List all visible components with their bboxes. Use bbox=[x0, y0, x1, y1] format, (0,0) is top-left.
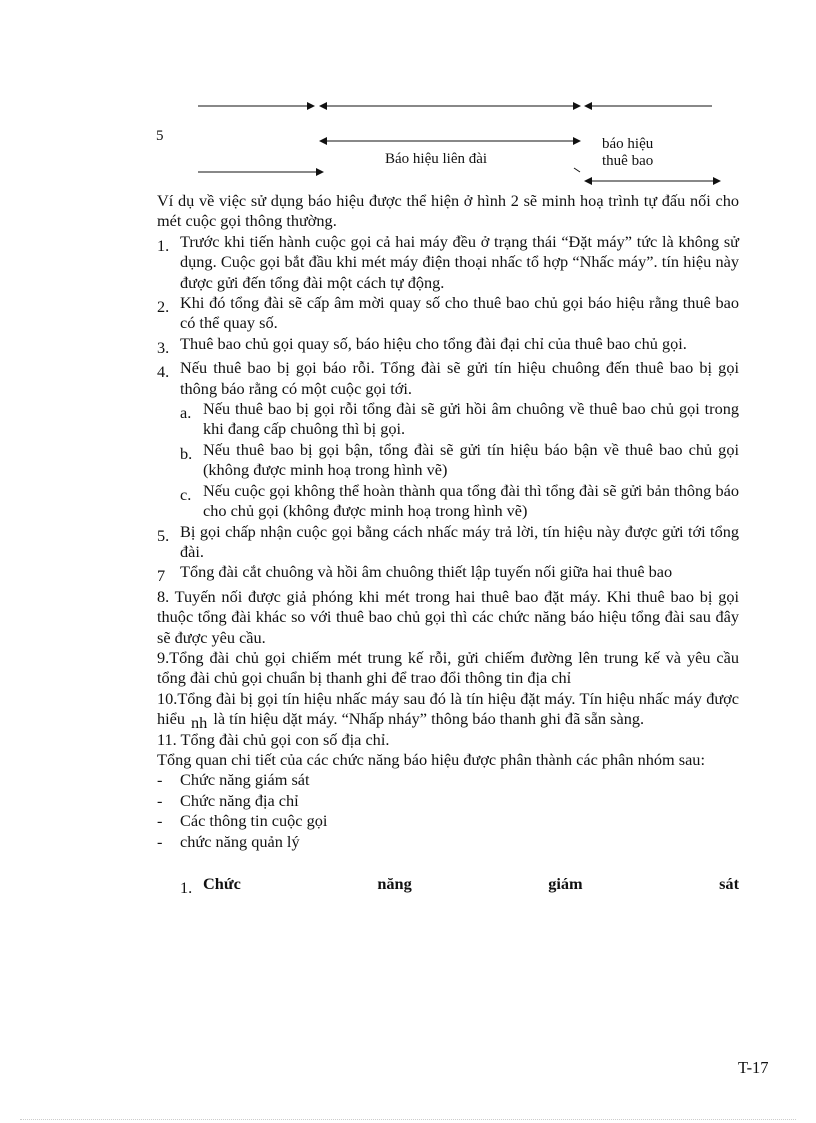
paragraph-9: 9.Tổng đài chủ gọi chiếm mét trung kế rỗi, gửi chiếm đường lên trung kế và yêu cầu tổng đài chủ gọi chuẩn bị thanh ghi để trao đổi thông tin địa chỉ bbox=[157, 647, 739, 688]
intro-paragraph: Ví dụ về việc sử dụng báo hiệu được thể hiện ở hình 2 sẽ minh hoạ trình tự đấu nối cho mét cuộc gọi thông thường. bbox=[157, 191, 739, 231]
paragraph-8: 8. Tuyến nối được giả phóng khi mét trong hai thuê bao đặt máy. Khi thuê bao bị gọi thuộc tổng đài khác so với thuê bao chủ gọi thì các chức năng báo hiệu tổng đài sau đây sẽ được yêu cầu. bbox=[157, 586, 739, 647]
list-item: - Chức năng giám sát bbox=[157, 770, 310, 790]
signaling-diagram bbox=[0, 0, 816, 190]
list-item: - Các thông tin cuộc gọi bbox=[157, 811, 328, 831]
diagram-label-right-2: thuê bao bbox=[602, 153, 654, 169]
paragraph-11: 11. Tổng đài chủ gọi con số địa chỉ. bbox=[157, 729, 390, 749]
tick-mark bbox=[574, 168, 580, 172]
list-item: - chức năng quản lý bbox=[157, 831, 300, 851]
document-body bbox=[157, 191, 739, 898]
step-2: 2. Khi đó tổng đài sẽ cấp âm mời quay số cho thuê bao chủ gọi báo hiệu rằng thuê bao có thể quay số. bbox=[157, 293, 739, 333]
overview-paragraph: Tổng quan chi tiết của các chức năng báo hiệu được phân thành các phân nhóm sau: bbox=[157, 749, 705, 769]
substep-b: b. Nếu thuê bao bị gọi bận, tổng đài sẽ gửi tín hiệu báo bận về thuê bao chủ gọi (không được minh hoạ trong hình vẽ) bbox=[180, 439, 739, 480]
step-3: 3. Thuê bao chủ gọi quay số, báo hiệu cho tổng đài đại chỉ của thuê bao chủ gọi. bbox=[157, 333, 687, 357]
step-5: 5. Bị gọi chấp nhận cuộc gọi bằng cách nhấc máy trả lời, tín hiệu này được gửi tới tổng đài. bbox=[157, 521, 739, 561]
step-7: 7 Tổng đài cắt chuông và hồi âm chuông thiết lập tuyến nối giữa hai thuê bao bbox=[157, 562, 673, 586]
page-bottom-divider bbox=[20, 1119, 796, 1120]
step-1: 1. Trước khi tiến hành cuộc gọi cả hai máy đều ở trạng thái “Đặt máy” tức là không sử dụng. Cuộc gọi bắt đầu khi mét máy điện thoại nhấc tổ hợp “Nhấc máy”. tín hiệu này được gửi đến tổng đài một cách tự động. bbox=[157, 231, 739, 292]
list-item: - Chức năng địa chỉ bbox=[157, 790, 299, 810]
diagram-label-center: Báo hiệu liên đài bbox=[385, 151, 488, 167]
paragraph-10: 10.Tổng đài bị gọi tín hiệu nhấc máy sau đó là tín hiệu đặt máy. Tín hiệu nhấc máy được hiểu nh là tín hiệu dặt máy. “Nhấp nháy” thông báo thanh ghi đã sẵn sàng. bbox=[157, 688, 739, 733]
page-number: T-17 bbox=[738, 1058, 769, 1077]
diagram-label-left: 5 bbox=[156, 128, 164, 144]
section-heading: 1. Chức năng giám sát bbox=[180, 874, 739, 897]
step-4: 4. Nếu thuê bao bị gọi báo rỗi. Tổng đài sẽ gửi tín hiệu chuông đến thuê bao bị gọi thông báo rằng có một cuộc gọi tới. bbox=[157, 358, 739, 398]
substep-c: c. Nếu cuộc gọi không thể hoàn thành qua tổng đài thì tổng đài sẽ gửi bản thông báo cho chủ gọi (không được minh hoạ trong hình vẽ) bbox=[180, 480, 739, 521]
substep-a: a. Nếu thuê bao bị gọi rỗi tổng đài sẽ gửi hồi âm chuông về thuê bao chủ gọi trong khi đang cấp chuông thì bị gọi. bbox=[180, 399, 739, 439]
diagram-label-right-1: báo hiệu bbox=[602, 136, 654, 152]
